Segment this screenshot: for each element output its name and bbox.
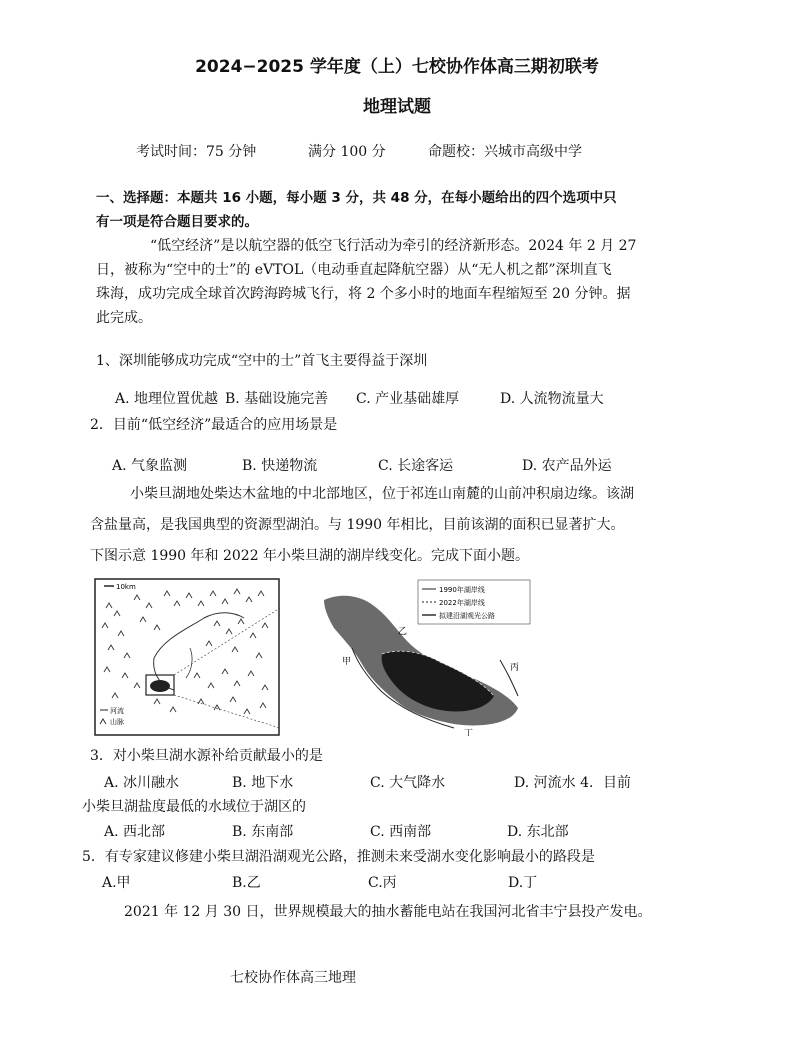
q1-option-a: A. 地理位置优越 bbox=[115, 391, 219, 407]
passage2-line2: 含盐量高，是我国典型的资源型湖泊。与 1990 年相比，目前该湖的面积已显著扩大。 bbox=[90, 517, 625, 533]
q5-option-c: C.丙 bbox=[368, 875, 397, 891]
q3-option-b: B. 地下水 bbox=[232, 775, 294, 791]
passage2-line1: 小柴旦湖地处柴达木盆地的中北部地区，位于祁连山南麓的山前冲积扇边缘。该湖 bbox=[130, 486, 634, 502]
q4-option-d: D. 东北部 bbox=[507, 824, 569, 840]
q3-stem: 3．对小柴旦湖水源补给贡献最小的是 bbox=[90, 748, 323, 764]
page-subtitle: 地理试题 bbox=[363, 97, 431, 117]
passage1-line3: 珠海，成功完成全球首次跨海跨城飞行，将 2 个多小时的地面车程缩短至 20 分钟。据 bbox=[96, 286, 631, 302]
q2-option-b: B. 快递物流 bbox=[242, 458, 318, 474]
q5-stem: 5．有专家建议修建小柴旦湖沿湖观光公路，推测未来受湖水变化影响最小的路段是 bbox=[82, 849, 595, 865]
exam-score: 满分 100 分 bbox=[308, 144, 386, 160]
legend-river: 河流 bbox=[110, 707, 124, 715]
page-title: 2024−2025 学年度（上）七校协作体高三期初联考 bbox=[195, 57, 599, 77]
passage1-line2: 日，被称为“空中的士”的 eVTOL（电动垂直起降航空器）从“无人机之都”深圳直飞 bbox=[96, 262, 612, 278]
q4-option-c: C. 西南部 bbox=[370, 824, 432, 840]
q2-option-a: A. 气象监测 bbox=[112, 458, 188, 474]
legend-2022: 2022年湖岸线 bbox=[439, 599, 485, 607]
q3-option-a: A. 冰川融水 bbox=[104, 775, 180, 791]
legend-1990: 1990年湖岸线 bbox=[439, 586, 485, 594]
passage1-line4: 此完成。 bbox=[96, 310, 152, 326]
q4-stem: 小柴旦湖盐度最低的水域位于湖区的 bbox=[82, 799, 306, 815]
q4-option-a: A. 西北部 bbox=[104, 824, 166, 840]
q1-option-c: C. 产业基础雄厚 bbox=[356, 391, 460, 407]
q5-option-b: B.乙 bbox=[232, 875, 261, 891]
q2-stem: 2．目前“低空经济”最适合的应用场景是 bbox=[90, 417, 338, 433]
q5-option-d: D.丁 bbox=[508, 875, 538, 891]
q1-option-b: B. 基础设施完善 bbox=[225, 391, 329, 407]
q1-stem: 1、深圳能够成功完成“空中的士”首飞主要得益于深圳 bbox=[96, 353, 428, 369]
legend-mountain: 山脉 bbox=[110, 718, 124, 726]
map-right-svg bbox=[322, 578, 532, 736]
map-left-figure bbox=[94, 578, 280, 736]
q1-option-d: D. 人流物流量大 bbox=[500, 391, 604, 407]
q2-option-d: D. 农产品外运 bbox=[522, 458, 612, 474]
q2-option-c: C. 长途客运 bbox=[378, 458, 454, 474]
label-bing: 丙 bbox=[510, 663, 520, 673]
label-ding: 丁 bbox=[464, 729, 474, 736]
q3-option-d: D. 河流水 4．目前 bbox=[514, 775, 631, 791]
map-left-scale: 10km bbox=[116, 583, 136, 591]
section-heading-line2: 有一项是符合题目要求的。 bbox=[96, 214, 258, 230]
exam-school: 命题校：兴城市高级中学 bbox=[428, 144, 582, 160]
q4-option-b: B. 东南部 bbox=[232, 824, 294, 840]
exam-time: 考试时间：75 分钟 bbox=[136, 144, 257, 160]
q3-option-c: C. 大气降水 bbox=[370, 775, 446, 791]
passage3-line1: 2021 年 12 月 30 日，世界规模最大的抽水蓄能电站在我国河北省丰宁县投产发电。 bbox=[124, 904, 652, 920]
label-yi: 乙 bbox=[398, 627, 408, 637]
label-jia: 甲 bbox=[342, 657, 352, 667]
page-footer: 七校协作体高三地理 bbox=[230, 970, 356, 986]
map-left-svg bbox=[94, 578, 280, 736]
q5-option-a: A.甲 bbox=[102, 875, 131, 891]
map-right-figure bbox=[322, 578, 532, 736]
legend-road: 拟建沿湖观光公路 bbox=[439, 612, 495, 620]
section-heading-line1: 一、选择题：本题共 16 小题，每小题 3 分，共 48 分，在每小题给出的四个选项中只 bbox=[96, 190, 617, 206]
lake-marker bbox=[150, 680, 170, 692]
passage1-line1: “低空经济”是以航空器的低空飞行活动为牵引的经济新形态。2024 年 2 月 27 bbox=[150, 238, 637, 254]
passage2-line3: 下图示意 1990 年和 2022 年小柴旦湖的湖岸线变化。完成下面小题。 bbox=[90, 548, 530, 564]
